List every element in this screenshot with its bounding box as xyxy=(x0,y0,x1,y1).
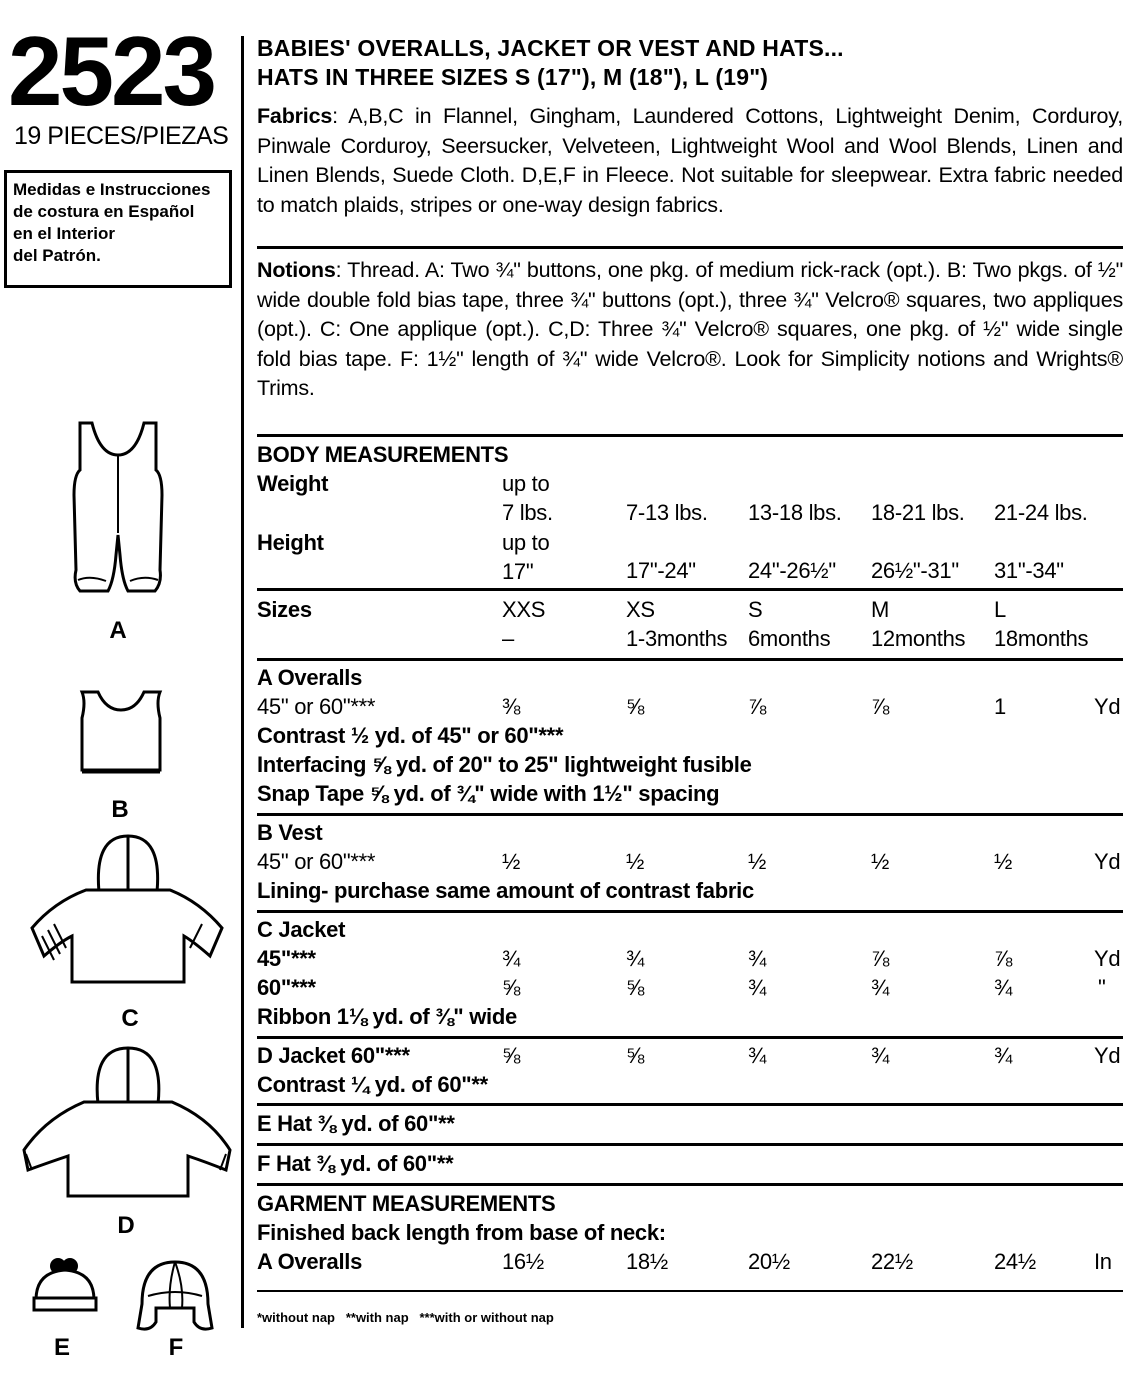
hat-e-illustration xyxy=(30,1256,100,1316)
overalls-illustration xyxy=(60,415,175,605)
yardage-value: ⅝ xyxy=(626,1043,645,1068)
nap-footnote: *without nap **with nap ***with or without nap xyxy=(257,1310,554,1325)
yardage-value: ½ xyxy=(502,849,521,874)
spanish-line: de costura en Español xyxy=(13,202,195,221)
body-measurements-heading: BODY MEASUREMENTS xyxy=(257,442,509,467)
yardage-value: ½ xyxy=(994,849,1013,874)
hat-f-illustration xyxy=(134,1256,216,1336)
view-label-b: B xyxy=(111,796,129,823)
fabrics-paragraph xyxy=(257,102,1123,220)
jacket-c-heading: C Jacket xyxy=(257,917,346,942)
size-code: L xyxy=(994,597,1006,622)
overalls-fabric-label: 45" or 60"*** xyxy=(257,694,376,719)
view-label-d: D xyxy=(117,1212,135,1239)
yardage-value: ¾ xyxy=(502,946,521,971)
notions-label: Notions xyxy=(257,258,336,282)
sizes-label: Sizes xyxy=(257,597,312,622)
unit-label: Yd xyxy=(1094,946,1121,971)
garment-measurements-heading: GARMENT MEASUREMENTS xyxy=(257,1191,556,1216)
vest-heading: B Vest xyxy=(257,820,323,845)
jacket-d-illustration xyxy=(20,1044,234,1204)
size-code: XXS xyxy=(502,597,546,622)
unit-label: Yd xyxy=(1094,849,1121,874)
size-age: 12months xyxy=(871,626,966,651)
yardage-value: ¾ xyxy=(626,946,645,971)
overalls-interfacing: Interfacing ⅝ yd. of 20" to 25" lightweight fusible xyxy=(257,752,752,777)
fabrics-label: Fabrics xyxy=(257,104,333,128)
length-value: 20½ xyxy=(748,1249,790,1274)
divider xyxy=(257,1183,1123,1186)
yardage-value: 1 xyxy=(994,694,1006,719)
divider xyxy=(257,1290,1123,1292)
weight-value: up to 7 lbs. xyxy=(502,471,553,525)
notions-paragraph xyxy=(257,256,1123,404)
overalls-snaptape: Snap Tape ⅝ yd. of ¾" wide with 1½" spacing xyxy=(257,781,720,806)
spanish-line: del Patrón. xyxy=(13,246,101,265)
divider xyxy=(257,813,1123,816)
view-label-e: E xyxy=(53,1334,70,1361)
yardage-value: ¾ xyxy=(994,1043,1013,1068)
yardage-value: ⅜ xyxy=(502,694,521,719)
title-line: HATS IN THREE SIZES S (17"), M (18"), L (19") xyxy=(257,64,769,90)
divider xyxy=(257,588,1123,591)
size-age: 18months xyxy=(994,626,1089,651)
notions-text: : Thread. A: Two ¾" buttons, one pkg. of medium rick-rack (opt.). B: Two pkgs. of ½" wide double fold bias tape, three ¾" buttons (opt.), three ¾" Velcro® squares, two appliques (opt.). C: One applique (opt.). C,D: Three ¾" Velcro® squares, one pkg. of ½" wide single fold bias tape. F: 1½" length of ¾" wide Velcro®. Look for Simplicity notions and Wrights® Trims. xyxy=(257,258,1123,400)
yardage-value: ¾ xyxy=(748,946,767,971)
vest-fabric-label: 45" or 60"*** xyxy=(257,849,376,874)
height-value: 24"-26½" xyxy=(748,558,836,583)
view-label-a: A xyxy=(109,617,127,644)
yardage-value: ½ xyxy=(626,849,645,874)
height-value: 31"-34" xyxy=(994,558,1064,583)
vest-illustration xyxy=(78,688,164,778)
garment-subheading: Finished back length from base of neck: xyxy=(257,1220,666,1245)
pattern-title xyxy=(257,34,844,92)
size-age: – xyxy=(502,626,514,651)
hat-f-requirement: F Hat ⅜ yd. of 60"** xyxy=(257,1151,454,1176)
yardage-value: ⅞ xyxy=(748,694,767,719)
size-code: S xyxy=(748,597,763,622)
yardage-value: ¾ xyxy=(871,975,890,1000)
height-value: up to 17" xyxy=(502,530,550,584)
divider xyxy=(257,658,1123,661)
yardage-value: ¾ xyxy=(994,975,1013,1000)
divider xyxy=(257,910,1123,913)
jacket-d-heading: D Jacket 60"*** xyxy=(257,1043,410,1068)
pattern-number: 2523 xyxy=(8,16,215,126)
yardage-value: ½ xyxy=(748,849,767,874)
size-code: XS xyxy=(626,597,655,622)
view-label-c: C xyxy=(121,1005,139,1032)
unit-label: In xyxy=(1094,1249,1112,1274)
jacket-c-ribbon: Ribbon 1⅛ yd. of ⅜" wide xyxy=(257,1004,517,1029)
garment-row-label: A Overalls xyxy=(257,1249,363,1274)
divider xyxy=(257,434,1123,437)
view-label-f: F xyxy=(168,1334,184,1361)
weight-value: 7-13 lbs. xyxy=(626,500,708,525)
size-code: M xyxy=(871,597,890,622)
jacket-c-fabric-label: 45"*** xyxy=(257,946,316,971)
yardage-value: ⅞ xyxy=(994,946,1013,971)
yardage-value: ⅞ xyxy=(871,946,890,971)
jacket-d-contrast: Contrast ¼ yd. of 60"** xyxy=(257,1072,488,1097)
length-value: 24½ xyxy=(994,1249,1036,1274)
weight-label: Weight xyxy=(257,471,329,496)
divider xyxy=(257,1143,1123,1146)
overalls-contrast: Contrast ½ yd. of 45" or 60"*** xyxy=(257,723,564,748)
length-value: 22½ xyxy=(871,1249,913,1274)
yardage-value: ½ xyxy=(871,849,890,874)
pieces-count: 19 PIECES/PIEZAS xyxy=(14,122,229,150)
yardage-value: ¾ xyxy=(871,1043,890,1068)
size-age: 1-3months xyxy=(626,626,728,651)
title-line: BABIES' OVERALLS, JACKET OR VEST AND HATS... xyxy=(257,35,844,61)
yardage-value: ⅞ xyxy=(871,694,890,719)
height-label: Height xyxy=(257,530,324,555)
divider xyxy=(257,1103,1123,1106)
yardage-value: ¾ xyxy=(748,1043,767,1068)
yardage-value: ¾ xyxy=(748,975,767,1000)
unit-label: " xyxy=(1098,975,1106,1000)
weight-value: 21-24 lbs. xyxy=(994,500,1088,525)
column-divider xyxy=(241,36,244,1328)
length-value: 16½ xyxy=(502,1249,544,1274)
overalls-heading: A Overalls xyxy=(257,665,363,690)
height-value: 26½"-31" xyxy=(871,558,959,583)
spanish-note-box xyxy=(4,170,232,288)
height-value: 17"-24" xyxy=(626,558,696,583)
size-age: 6months xyxy=(748,626,831,651)
yardage-value: ⅝ xyxy=(502,975,521,1000)
weight-value: 18-21 lbs. xyxy=(871,500,965,525)
yardage-value: ⅝ xyxy=(626,975,645,1000)
jacket-c-illustration xyxy=(24,832,230,992)
hat-e-requirement: E Hat ⅜ yd. of 60"** xyxy=(257,1111,455,1136)
spanish-line: en el Interior xyxy=(13,224,116,243)
divider xyxy=(257,246,1123,249)
unit-label: Yd xyxy=(1094,1043,1121,1068)
divider xyxy=(257,1036,1123,1039)
length-value: 18½ xyxy=(626,1249,668,1274)
spanish-line: Medidas e Instrucciones xyxy=(13,180,211,199)
yardage-value: ⅝ xyxy=(502,1043,521,1068)
yardage-value: ⅝ xyxy=(626,694,645,719)
fabrics-text: : A,B,C in Flannel, Gingham, Laundered Cottons, Lightweight Denim, Corduroy, Pinwale Corduroy, Seersucker, Velveteen, Lightweight Wool and Wool Blends, Linen and Linen Blends, Suede Cloth. D,E,F in Fleece. Not suitable for sleepwear. Extra fabric needed to match plaids, stripes or one-way design fabrics. xyxy=(257,104,1123,217)
vest-lining: Lining- purchase same amount of contrast fabric xyxy=(257,878,754,903)
weight-value: 13-18 lbs. xyxy=(748,500,842,525)
unit-label: Yd xyxy=(1094,694,1121,719)
jacket-c-fabric-label: 60"*** xyxy=(257,975,316,1000)
